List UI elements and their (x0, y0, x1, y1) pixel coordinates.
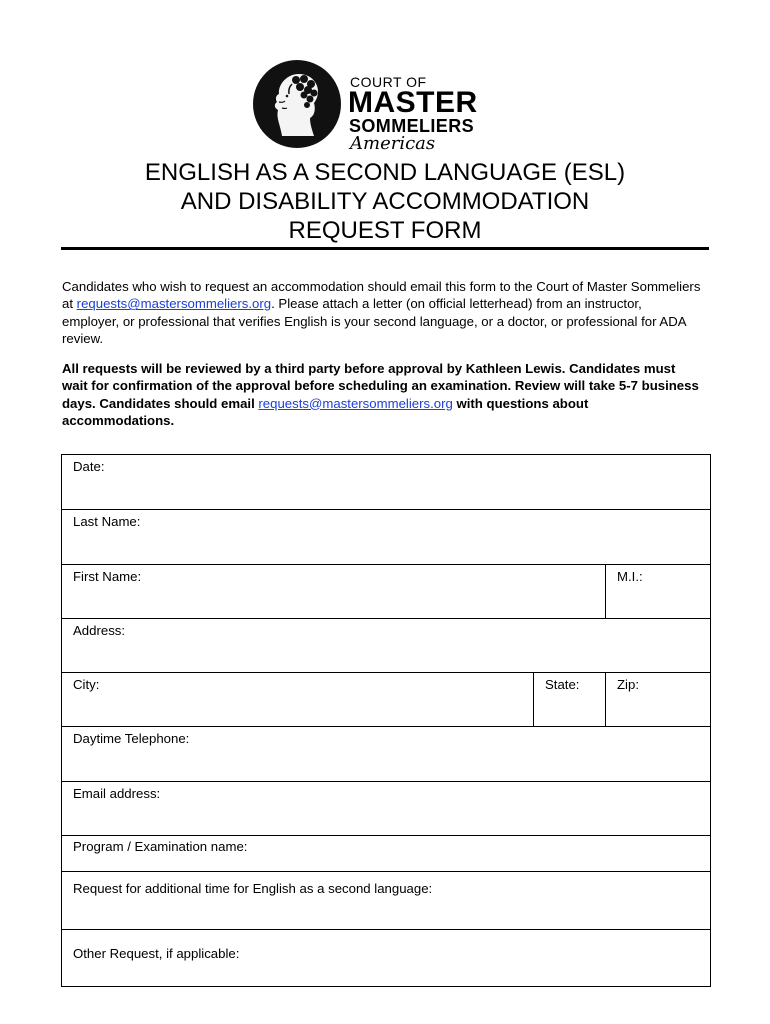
city-state-zip-row (62, 672, 710, 726)
title-line-3: REQUEST FORM (288, 217, 482, 244)
title-line-2: AND DISABILITY ACCOMMODATION (180, 188, 590, 215)
notice-text-2: with questions about accommodations. (62, 395, 589, 428)
title-line-1: ENGLISH AS A SECOND LANGUAGE (ESL) (144, 159, 626, 186)
email-address-label: Email address: (73, 786, 161, 801)
city-field[interactable] (62, 673, 533, 726)
medallion-head-icon (252, 58, 342, 150)
email-address-field[interactable] (62, 781, 710, 835)
requests-email-link-2[interactable]: requests@mastersommeliers.org (258, 395, 453, 411)
middle-initial-field[interactable] (605, 565, 710, 618)
esl-time-request-field[interactable] (62, 871, 710, 929)
accommodation-request-form (61, 454, 711, 987)
program-exam-label: Program / Examination name: (73, 839, 248, 854)
last-name-field[interactable] (62, 509, 710, 564)
title-divider (61, 247, 709, 250)
state-field[interactable] (533, 673, 605, 726)
address-label: Address: (73, 623, 126, 638)
zip-label: Zip: (617, 677, 639, 692)
requests-email-link[interactable]: requests@mastersommeliers.org (76, 296, 272, 312)
first-name-row (62, 564, 710, 618)
first-name-field[interactable] (62, 565, 605, 618)
first-name-label: First Name: (73, 569, 142, 584)
intro-text-1: Candidates who wish to request an accommodation should email this form to the Court of Master Sommeliers at (62, 279, 701, 312)
intro-paragraph (62, 278, 702, 347)
review-notice-paragraph (62, 360, 702, 429)
program-exam-field[interactable] (62, 835, 710, 871)
daytime-telephone-field[interactable] (62, 726, 710, 781)
address-field[interactable] (62, 618, 710, 672)
other-request-field[interactable] (62, 929, 710, 986)
notice-text-1: All requests will be reviewed by a third party before approval by Kathleen Lewis. Candidates must wait for confirmation of the approval before scheduling an examination. Review will take 5-7 business days. Candidates should email (62, 361, 699, 411)
logo-master-text: MASTER (348, 86, 478, 119)
date-field[interactable] (62, 455, 710, 509)
last-name-label: Last Name: (73, 514, 141, 529)
zip-field[interactable] (605, 673, 710, 726)
logo-sommeliers-text: SOMMELIERS (349, 116, 475, 136)
date-label: Date: (73, 459, 105, 474)
form-title (60, 158, 710, 245)
city-label: City: (73, 677, 100, 692)
middle-initial-label: M.I.: (617, 569, 643, 584)
other-request-label: Other Request, if applicable: (73, 946, 240, 961)
esl-time-request-label: Request for additional time for English as a second language: (73, 881, 433, 896)
logo-americas-text: Americas (350, 133, 436, 154)
court-of-master-sommeliers-logo (250, 58, 490, 154)
daytime-telephone-label: Daytime Telephone: (73, 731, 190, 746)
state-label: State: (545, 677, 580, 692)
logo-court-of-text: COURT OF (350, 74, 427, 90)
intro-text-2: . Please attach a letter (on official letterhead) from an instructor, employer, or professional that verifies English is your second language, or a doctor, or professional for ADA review. (62, 296, 686, 346)
